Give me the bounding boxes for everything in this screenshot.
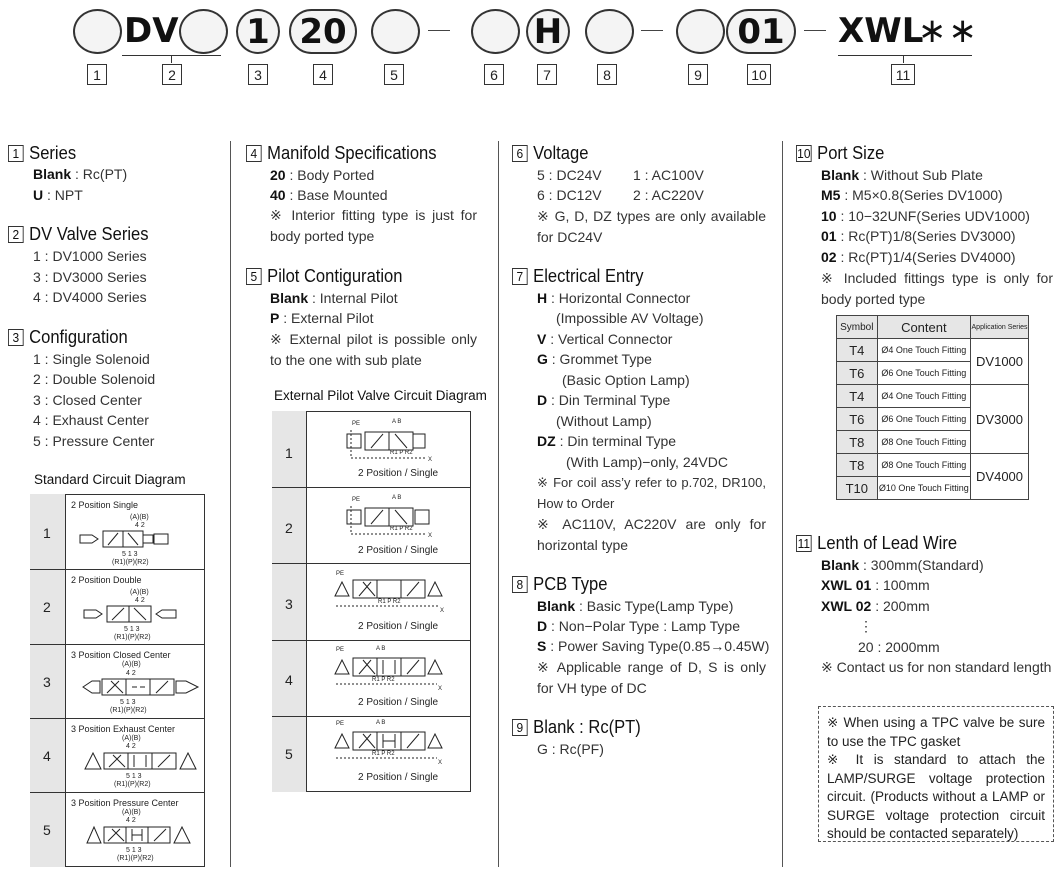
- std-symbol-4: [84, 751, 202, 771]
- config-line-3: 3 : Closed Center: [33, 392, 142, 408]
- code-oval-manifold: 20: [289, 9, 357, 54]
- lead-blank: Blank : 300mm(Standard): [821, 557, 984, 573]
- entry-dz-sub: (With Lamp)−only, 24VDC: [566, 454, 728, 470]
- fitting-symbol: T4: [837, 339, 878, 362]
- entry-note-coil: ※ For coil ass’y refer to p.702, DR100, How to Order: [537, 475, 766, 511]
- config-line-2: 2 : Double Solenoid: [33, 371, 156, 387]
- fitting-symbol: T8: [837, 454, 878, 477]
- heading-manifold: 4 Manifold Specifications: [246, 143, 437, 164]
- pilot-note: ※ External pilot is possible only to the one with sub plate: [270, 331, 477, 368]
- ext-symbol-4: [333, 652, 445, 690]
- heading-lead-wire: 11 Lenth of Lead Wire: [797, 533, 958, 553]
- heading-electrical-entry: 7 Electrical Entry: [512, 266, 644, 287]
- code-num-7: 7: [537, 64, 557, 85]
- code-dash-3: [804, 30, 826, 31]
- fitting-header-symbol: Symbol: [837, 316, 878, 339]
- pcb-d: D : Non−Polar Type : Lamp Type: [537, 618, 741, 634]
- series-line-u: U : NPT: [33, 187, 83, 203]
- pcb-note: ※ Applicable range of D, S is only for VH type of DC: [537, 659, 766, 696]
- port-blank: Blank : Without Sub Plate: [821, 167, 983, 183]
- code-num-6: 6: [484, 64, 504, 85]
- voltage-note: ※ G, D, DZ types are only available for DC24V: [537, 208, 766, 245]
- fitting-content: Ø6 One Touch Fitting: [877, 408, 970, 431]
- standard-circuit-title: Standard Circuit Diagram: [34, 472, 186, 487]
- std-symbol-3: [82, 678, 200, 696]
- entry-d-sub: (Without Lamp): [556, 413, 652, 429]
- ext-symbol-1: [345, 426, 437, 462]
- config-line-1: 1 : Single Solenoid: [33, 351, 150, 367]
- fitting-series: DV3000: [971, 385, 1029, 454]
- fitting-content: Ø4 One Touch Fitting: [877, 339, 970, 362]
- lead-xwl02: XWL 02 : 200mm: [821, 598, 930, 614]
- code-num-8: 8: [597, 64, 617, 85]
- code-num-4: 4: [313, 64, 333, 85]
- manifold-note: ※ Interior fitting type is just for body ported type: [270, 207, 477, 244]
- valve-line-3: 3 : DV3000 Series: [33, 269, 147, 285]
- code-num-3: 3: [248, 64, 268, 85]
- fitting-symbol: T8: [837, 431, 878, 454]
- entry-h-sub: (Impossible AV Voltage): [556, 310, 704, 326]
- entry-dz: DZ : Din terminal Type: [537, 433, 677, 449]
- valve-line-4: 4 : DV4000 Series: [33, 289, 147, 305]
- code-oval-port: 01: [726, 9, 796, 54]
- port-m5: M5 : M5×0.8(Series DV1000): [821, 187, 1003, 203]
- heading-dv-valve-series: 2 DV Valve Series: [8, 224, 149, 245]
- fitting-series: DV4000: [971, 454, 1029, 500]
- port-10: 10 : 10−32UNF(Series UDV1000): [821, 208, 1030, 224]
- config-line-5: 5 : Pressure Center: [33, 433, 155, 449]
- entry-note-ac: ※ AC110V, AC220V are only for horizontal type: [537, 516, 766, 553]
- ext-symbol-2: [345, 502, 437, 538]
- fitting-content: Ø10 One Touch Fitting: [877, 477, 970, 500]
- code-underline-11: [838, 55, 972, 56]
- code-oval-series: 1: [236, 9, 280, 54]
- tpc-note-2: ※ It is standard to attach the LAMP/SURGE voltage protection circuit. (Products without a LAMP or SURGE voltage protection circuit should be contacted separately): [827, 752, 1045, 841]
- std-row-1-label: 2 Position Single: [71, 500, 139, 510]
- std-symbol-1: [78, 530, 170, 548]
- fitting-symbol: T10: [837, 477, 878, 500]
- code-blank-oval-6: [676, 9, 725, 54]
- ext-row-4-label: 2 Position / Single: [358, 697, 439, 708]
- code-blank-oval-5: [585, 9, 634, 54]
- config-line-4: 4 : Exhaust Center: [33, 412, 149, 428]
- code-xwl: XWL: [838, 11, 924, 51]
- lead-xwl01: XWL 01 : 100mm: [821, 577, 930, 593]
- heading-port-size: 10 Port Size: [797, 143, 885, 163]
- code-num-1: 1: [87, 64, 107, 85]
- port-02: 02 : Rc(PT)1/4(Series DV4000): [821, 249, 1016, 265]
- code-blank-oval-1: [73, 9, 122, 54]
- fitting-content: Ø8 One Touch Fitting: [877, 454, 970, 477]
- code-blank-oval-3: [371, 9, 420, 54]
- fitting-symbol: T4: [837, 385, 878, 408]
- code-tick-11: [903, 55, 904, 63]
- pilot-line-p: P : External Pilot: [270, 310, 374, 326]
- heading-pcb-type: 8 PCB Type: [512, 574, 607, 595]
- column-divider-2: [498, 141, 499, 867]
- code-oval-entry: H: [526, 9, 570, 54]
- code-num-5: 5: [384, 64, 404, 85]
- ext-symbol-3: [333, 576, 445, 612]
- fitting-symbol: T6: [837, 362, 878, 385]
- valve-line-1: 1 : DV1000 Series: [33, 248, 147, 264]
- entry-g: G : Grommet Type: [537, 351, 652, 367]
- entry-d: D : Din Terminal Type: [537, 392, 671, 408]
- pcb-s: S : Power Saving Type(0.85→0.45W): [537, 638, 770, 654]
- std-row-4-label: 3 Position Exhaust Center: [71, 724, 176, 734]
- blank-g: G : Rc(PF): [537, 741, 604, 757]
- fitting-symbol: T6: [837, 408, 878, 431]
- code-dash-2: [641, 30, 663, 31]
- port-note: ※ Included fittings type is only for body ported type: [821, 270, 1053, 307]
- lead-ellipsis: ⋮: [859, 618, 873, 634]
- lead-20: 20 : 2000mm: [858, 639, 940, 655]
- std-row-3-label: 3 Position Closed Center: [71, 650, 171, 660]
- code-blank-oval-4: [471, 9, 520, 54]
- voltage-line-5: 5 : DC24V: [537, 167, 602, 183]
- entry-h: H : Horizontal Connector: [537, 290, 691, 306]
- std-symbol-2: [82, 605, 182, 623]
- code-dash-1: [428, 30, 450, 31]
- fitting-header-series: Application Series: [971, 316, 1029, 339]
- heading-voltage: 6 Voltage: [512, 143, 588, 164]
- voltage-line-6: 6 : DC12V: [537, 187, 602, 203]
- column-divider-1: [230, 141, 231, 867]
- tpc-note-1: ※ When using a TPC valve be sure to use the TPC gasket: [827, 715, 1045, 749]
- heading-series: 1 Series: [8, 143, 76, 164]
- ext-row-3-label: 2 Position / Single: [358, 621, 439, 632]
- code-tick-2: [171, 55, 172, 63]
- heading-configuration: 3 Configuration: [8, 327, 128, 348]
- std-row-2-label: 2 Position Double: [71, 575, 142, 585]
- fitting-content: Ø8 One Touch Fitting: [877, 431, 970, 454]
- external-circuit-title: External Pilot Valve Circuit Diagram: [274, 388, 487, 403]
- heading-pilot: 5 Pilot Contiguration: [246, 266, 402, 287]
- column-divider-3: [782, 141, 783, 867]
- code-stars: ∗∗: [918, 11, 979, 51]
- ext-symbol-5: [333, 726, 445, 764]
- code-num-10: 10: [747, 64, 771, 85]
- code-num-9: 9: [688, 64, 708, 85]
- std-row-5-label: 3 Position Pressure Center: [71, 798, 179, 808]
- heading-blank-rc: 9 Blank : Rc(PT): [512, 717, 641, 738]
- ext-row-5-label: 2 Position / Single: [358, 772, 439, 783]
- fitting-series: DV1000: [971, 339, 1029, 385]
- voltage-line-2: 2 : AC220V: [633, 187, 704, 203]
- code-dv: DV: [124, 11, 179, 51]
- fitting-table: [836, 315, 1029, 500]
- ext-row-1-label: 2 Position / Single: [358, 468, 439, 479]
- pcb-blank: Blank : Basic Type(Lamp Type): [537, 598, 734, 614]
- port-01: 01 : Rc(PT)1/8(Series DV3000): [821, 228, 1016, 244]
- manifold-line-40: 40 : Base Mounted: [270, 187, 388, 203]
- fitting-content: Ø4 One Touch Fitting: [877, 385, 970, 408]
- fitting-header-content: Content: [877, 316, 970, 339]
- entry-v: V : Vertical Connector: [537, 331, 673, 347]
- code-num-2: 2: [162, 64, 182, 85]
- ext-row-2-label: 2 Position / Single: [358, 545, 439, 556]
- voltage-line-1: 1 : AC100V: [633, 167, 704, 183]
- code-num-11: 11: [891, 64, 915, 85]
- series-line-blank: Blank : Rc(PT): [33, 166, 128, 182]
- std-symbol-5: [86, 825, 194, 845]
- code-blank-oval-2: [179, 9, 228, 54]
- manifold-line-20: 20 : Body Ported: [270, 167, 375, 183]
- entry-g-sub: (Basic Option Lamp): [562, 372, 690, 388]
- pilot-line-blank: Blank : Internal Pilot: [270, 290, 398, 306]
- lead-note: ※ Contact us for non standard length: [821, 659, 1052, 675]
- tpc-note-box: [818, 706, 1054, 842]
- fitting-content: Ø6 One Touch Fitting: [877, 362, 970, 385]
